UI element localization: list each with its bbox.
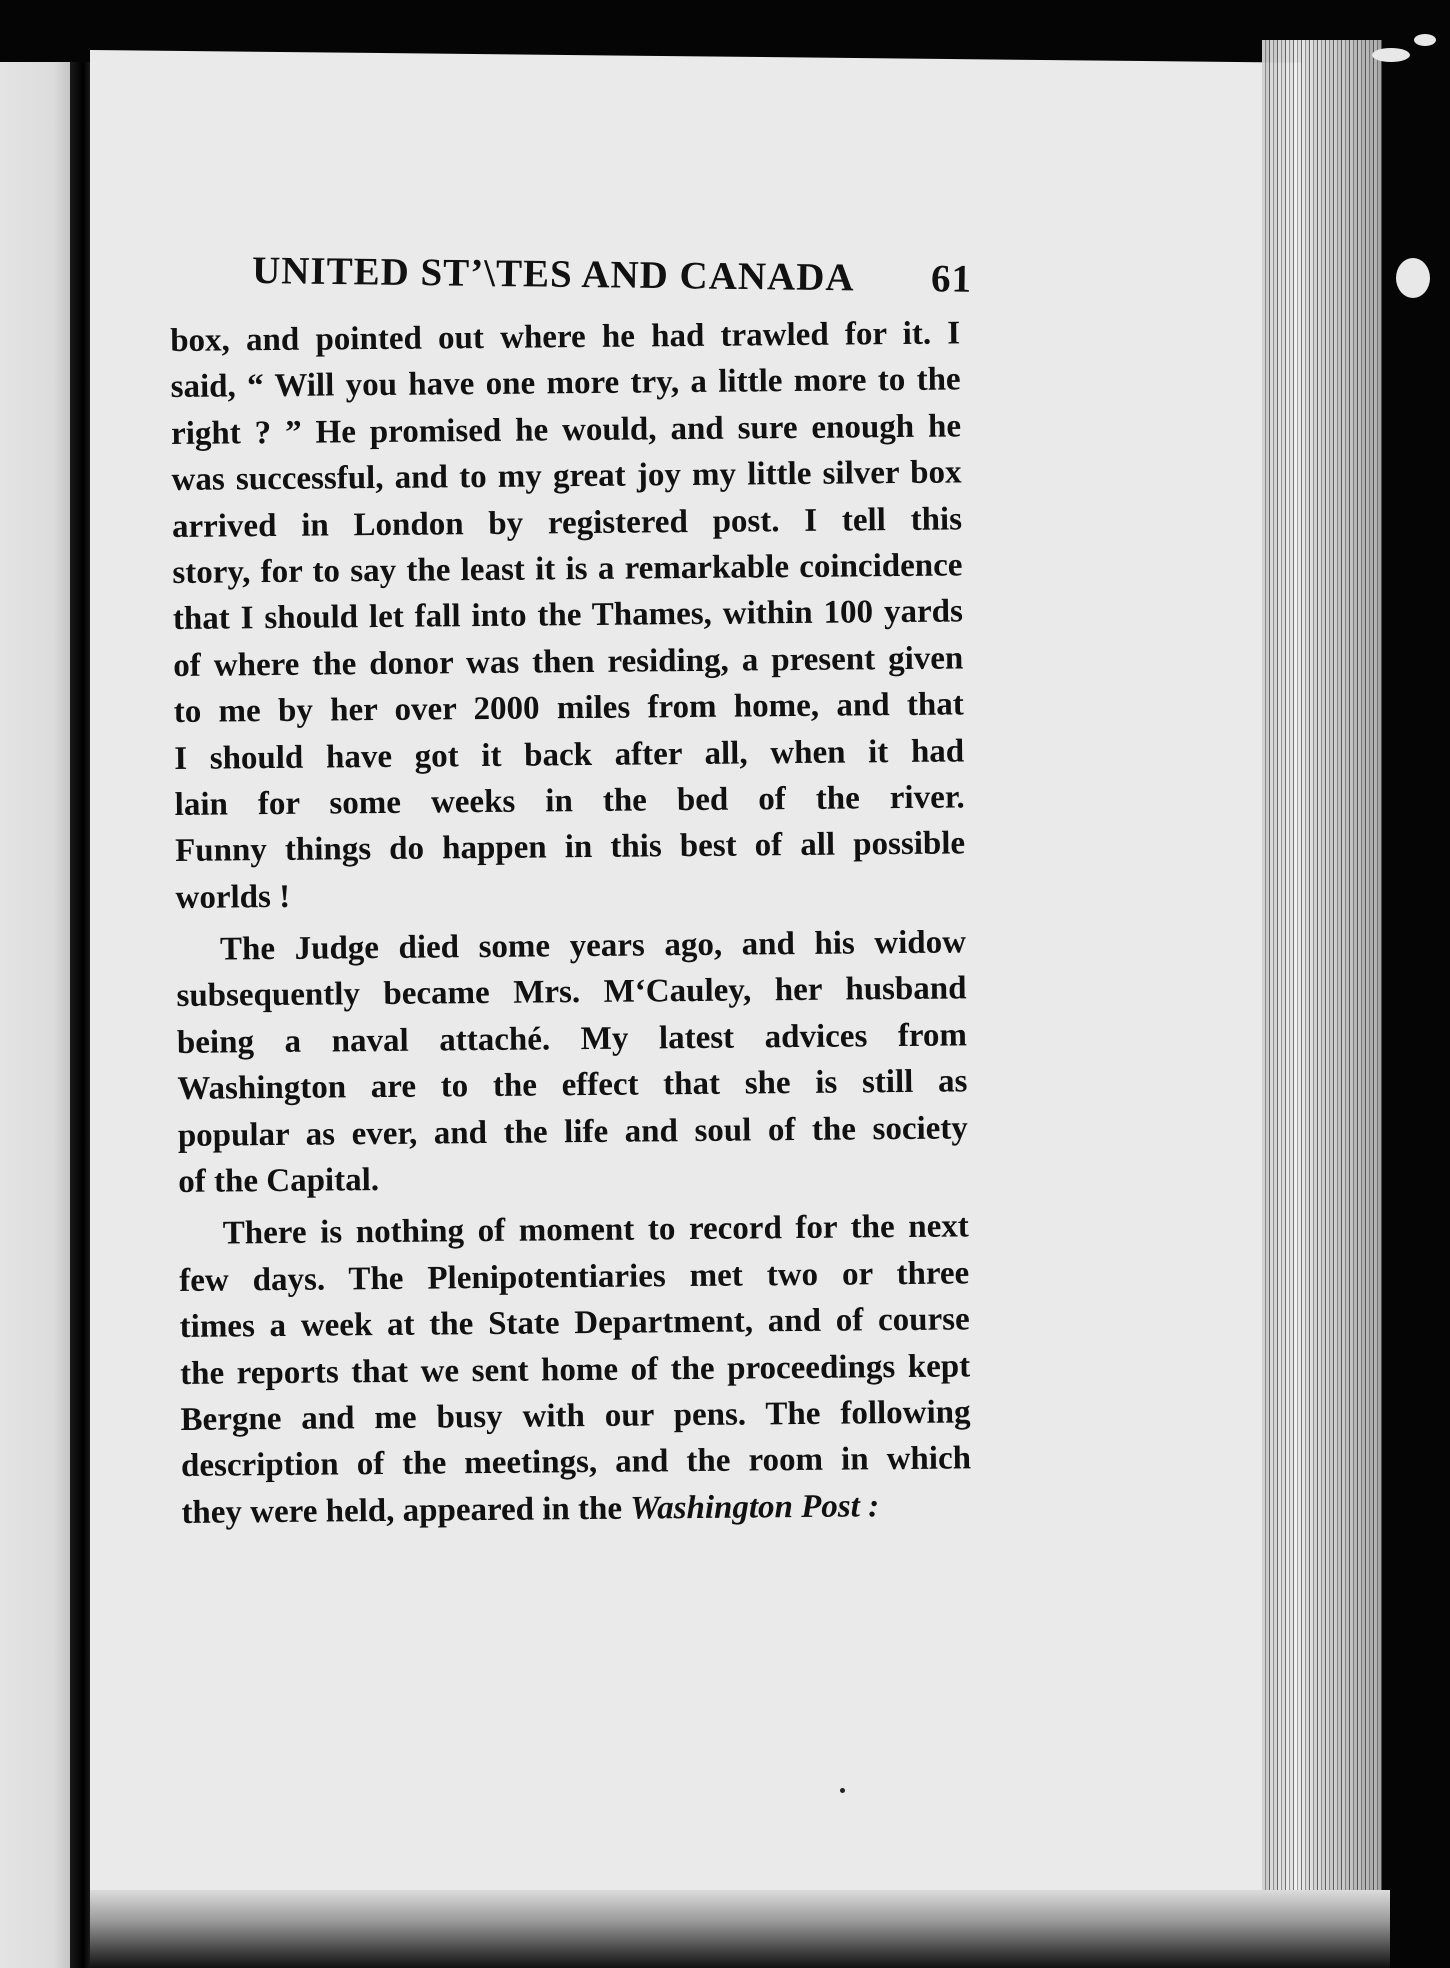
text-line [181, 1482, 971, 1536]
text-line: arrived in London by registered post. I tell this [171, 500, 963, 545]
running-head [252, 248, 973, 317]
text-line: The Judge died some years ago, and his widow [219, 924, 967, 968]
text-line: Washington are to the effect that she is still as [177, 1063, 968, 1108]
text-line: right ? ” He promised he would, and sure enough he [170, 408, 962, 452]
ink-speck [840, 1788, 845, 1793]
text-line: lain for some weeks in the bed of the river. [174, 779, 965, 823]
page-number: 61 [930, 257, 973, 301]
running-head-title: UNITED ST’\TES AND CANADA [251, 249, 855, 300]
text-line: of where the donor was then residing, a present given [173, 640, 964, 684]
text-line: being a naval attaché. My latest advices from [176, 1017, 968, 1061]
text-line: times a week at the State Department, and of course [179, 1301, 970, 1346]
text-line: worlds ! [175, 878, 291, 916]
text-line: the reports that we sent home of the proceedings kept [179, 1347, 971, 1392]
text-line: was successful, and to my great joy my little silver box [171, 454, 962, 499]
text-line: subsequently became Mrs. M‘Cauley, her husband [176, 970, 967, 1015]
text-line: I should have got it back after all, when it had [174, 732, 965, 777]
text-line: story, for to say the least it is a remarkable coincidence [172, 547, 963, 591]
text-line: said, “ Will you have one more try, a little more to the [170, 361, 961, 406]
text-line: few days. The Plenipotentiaries met two or three [179, 1255, 970, 1299]
text-line: box, and pointed out where he had trawled for it. I [170, 315, 961, 359]
newspaper-title: Washington Post : [630, 1488, 880, 1527]
final-line-text: they were held, appeared in the [181, 1490, 631, 1531]
text-line: of the Capital. [178, 1162, 380, 1200]
text-line: There is nothing of moment to record for the next [222, 1208, 969, 1252]
text-line: Funny things do happen in this best of all possible [174, 825, 966, 870]
text-line: popular as ever, and the life and soul of the society [177, 1110, 968, 1154]
text-line: that I should let fall into the Thames, within 100 yards [172, 593, 964, 638]
text-line: description of the meetings, and the room in which [180, 1440, 972, 1485]
text-line: Bergne and me busy with our pens. The following [180, 1394, 971, 1438]
text-line: to me by her over 2000 miles from home, and that [173, 686, 964, 731]
body-text [170, 310, 972, 1536]
